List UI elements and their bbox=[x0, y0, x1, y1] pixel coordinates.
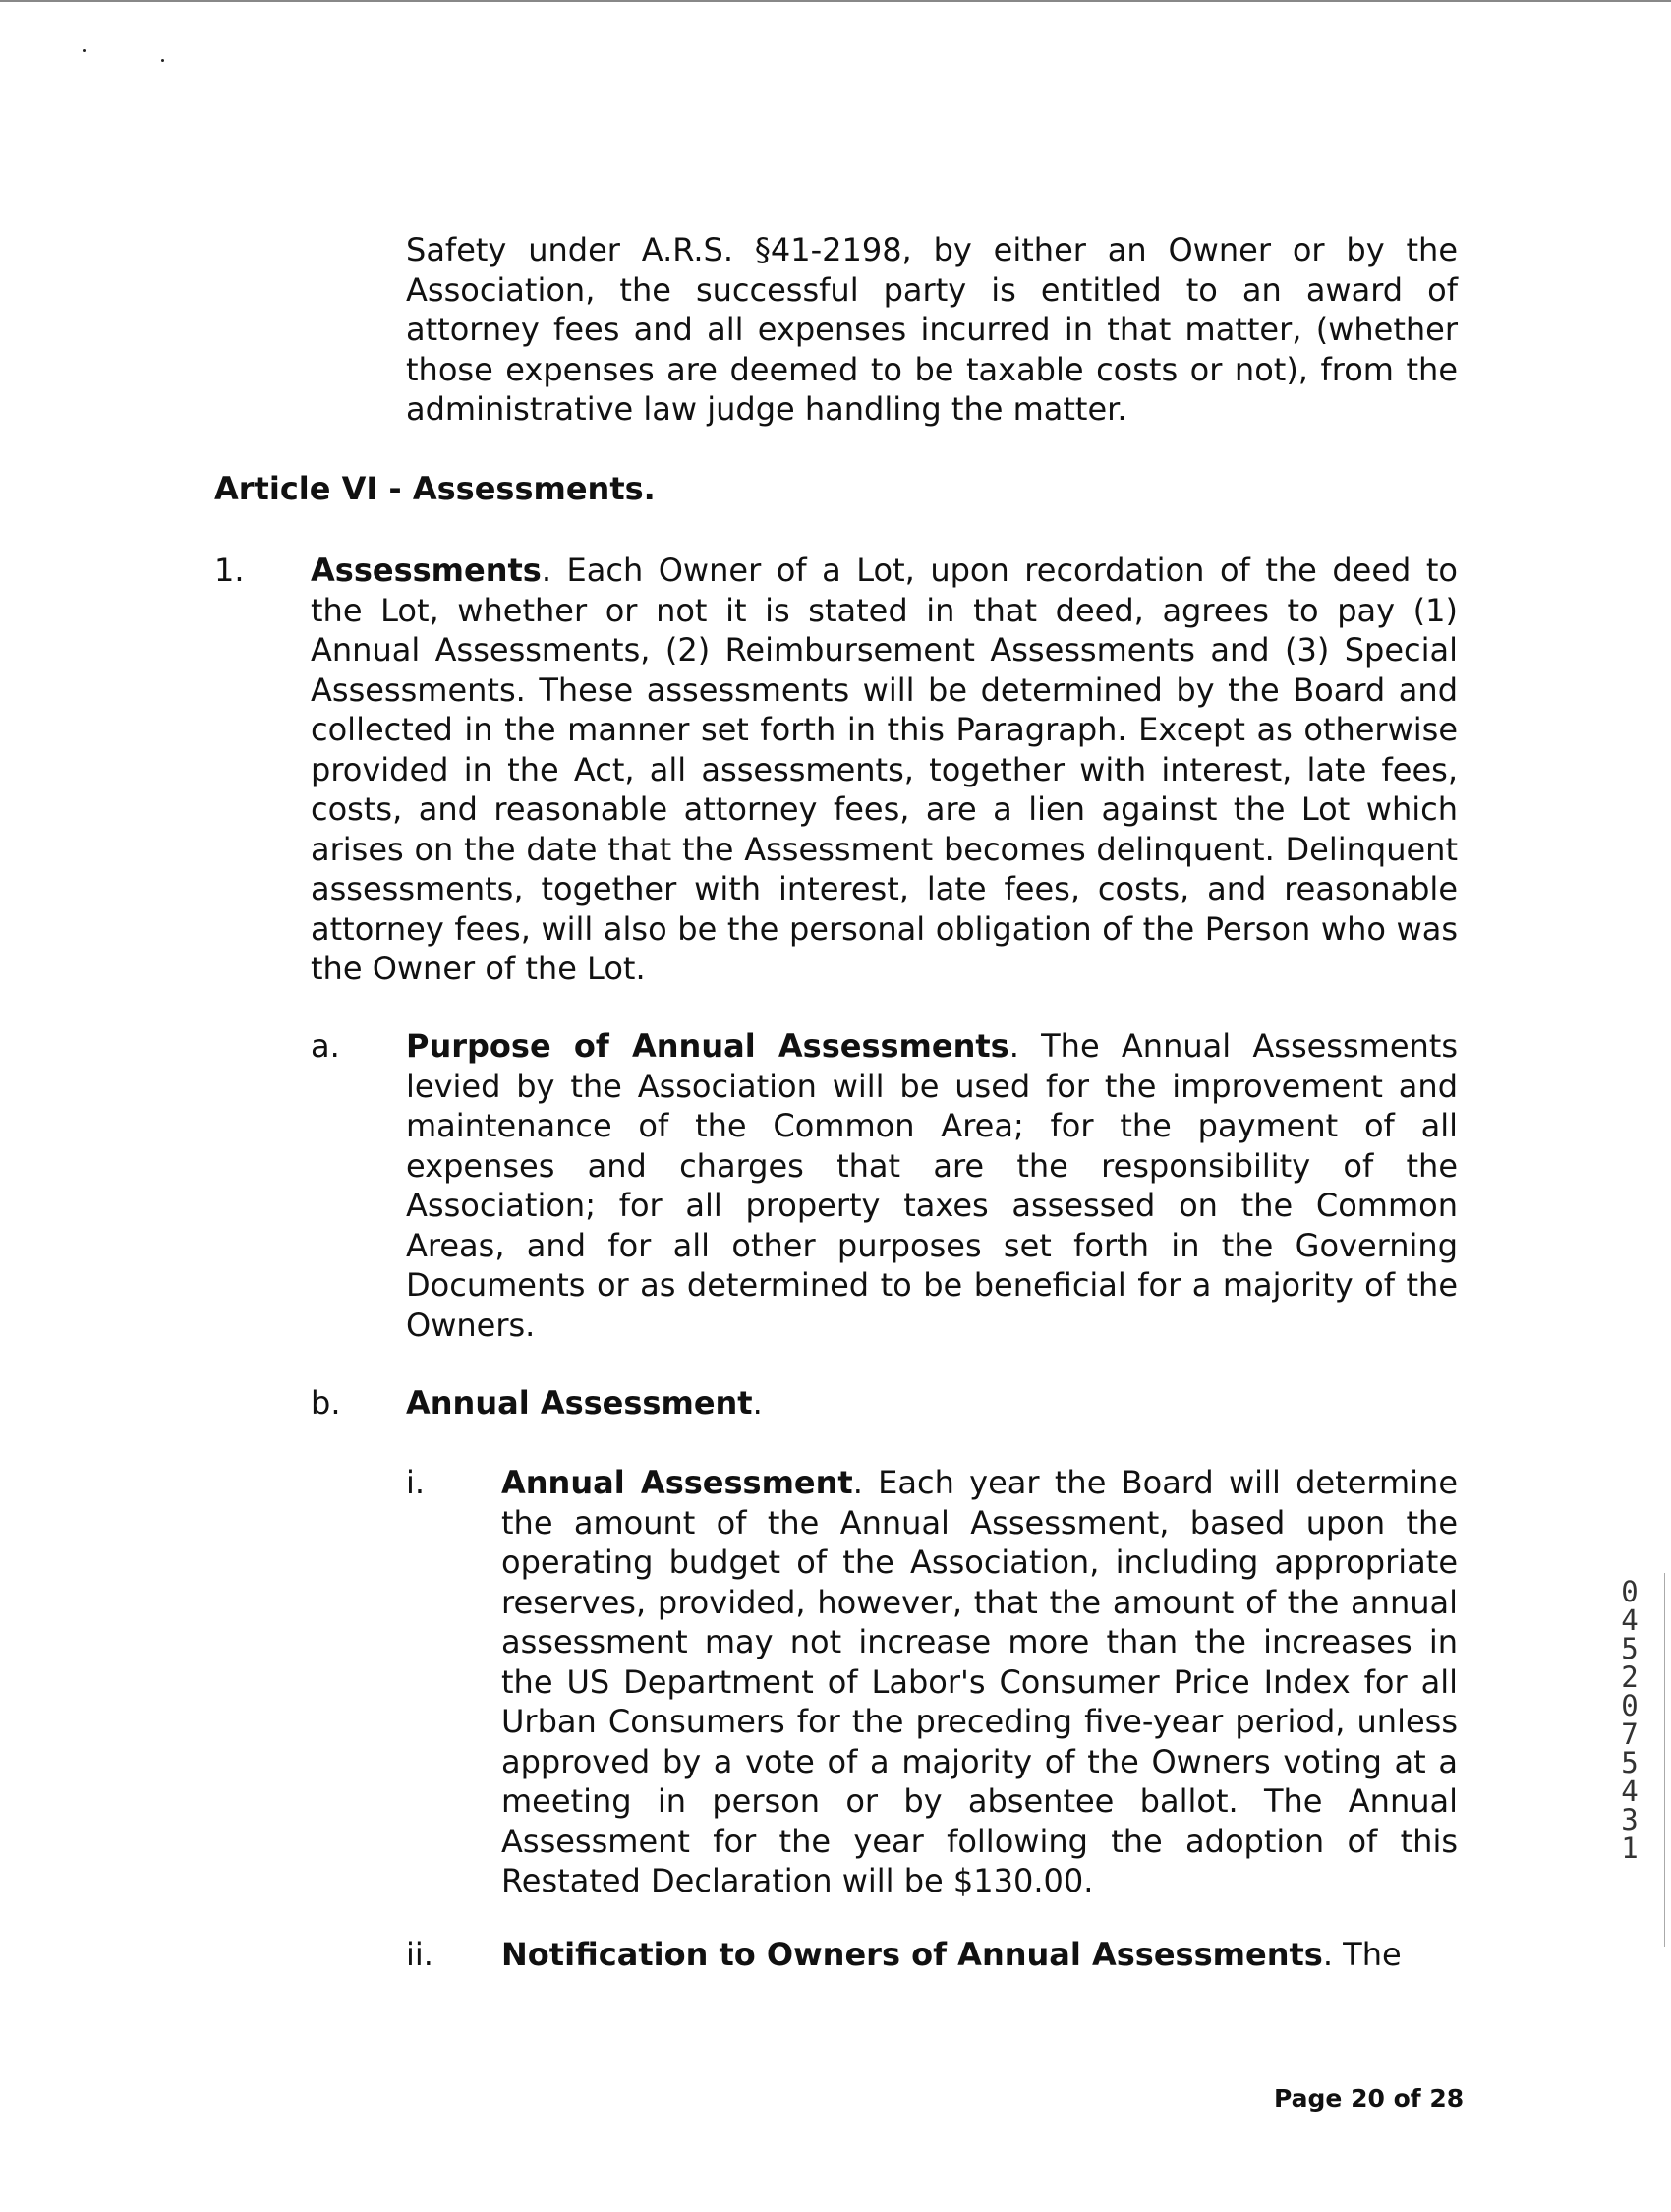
article-heading: Article VI - Assessments. bbox=[214, 470, 656, 507]
item-ii-title: Notification to Owners of Annual Assessments bbox=[501, 1936, 1323, 1973]
item-i-title: Annual Assessment bbox=[501, 1464, 853, 1501]
top-border bbox=[0, 0, 1671, 2]
subsection-b-heading bbox=[406, 1383, 1458, 1424]
continuation-paragraph: Safety under A.R.S. §41-2198, by either an Owner or by the Association, the successful party is entitled to an award of attorney fees and all expenses incurred in that matter, (whether those expenses are deemed to be taxable costs or not), from the administrative law judge handling the matter. bbox=[406, 231, 1458, 428]
section-1-body: . Each Owner of a Lot, upon recordation of the deed to the Lot, whether or not it is stated in that deed, agrees to pay (1) Annual Assessments, (2) Reimbursement Assessments and (3) Special Assessments. These assessments will be determined by the Board and collected in the manner set forth in this Paragraph. Except as otherwise provided in the Act, all assessments, together with interest, late fees, costs, and reasonable attorney fees, are a lien against the Lot which arises on the date that the Assessment becomes delinquent. Delinquent assessments, together with interest, late fees, costs, and reasonable attorney fees, will also be the personal obligation of the Person who was the Owner of the Lot. bbox=[311, 552, 1458, 987]
subsection-a-paragraph bbox=[406, 1026, 1458, 1345]
scan-speck bbox=[83, 49, 86, 52]
recording-stamp: 04520 75431 bbox=[1621, 1575, 1639, 1865]
item-ii-body: . The bbox=[1322, 1936, 1402, 1973]
section-1-title: Assessments bbox=[311, 552, 542, 589]
page-number: Page 20 of 28 bbox=[1274, 2084, 1465, 2113]
section-number: 1. bbox=[214, 552, 245, 589]
subsection-b-title: Annual Assessment bbox=[406, 1384, 753, 1422]
item-ii-marker: ii. bbox=[406, 1936, 433, 1973]
subsection-a-title: Purpose of Annual Assessments bbox=[406, 1027, 1009, 1065]
item-i-marker: i. bbox=[406, 1464, 426, 1501]
item-i-paragraph bbox=[501, 1463, 1458, 1901]
scan-speck bbox=[161, 59, 164, 62]
item-ii-paragraph bbox=[501, 1935, 1458, 1975]
subsection-b-marker: b. bbox=[311, 1384, 341, 1422]
subsection-b-suffix: . bbox=[752, 1384, 763, 1422]
item-i-body: . Each year the Board will determine the amount of the Annual Assessment, based upon the operating budget of the Association, including appropriate reserves, provided, however, that the amount of the annual assessment may not increase more than the increases in the US Department of Labor's Consumer Price Index for all Urban Consumers for the preceding five-year period, unless approved by a vote of a majority of the Owners voting at a meeting in person or by absentee ballot. The Annual Assessment for the year following the adoption of this Restated Declaration will be $130.00. bbox=[501, 1464, 1459, 1899]
scan-edge-line bbox=[1664, 1573, 1665, 1947]
subsection-a-marker: a. bbox=[311, 1027, 340, 1065]
section-1-paragraph bbox=[311, 551, 1458, 989]
subsection-a-body: . The Annual Assessments levied by the Association will be used for the improvement and maintenance of the Common Area; for the payment of all expenses and charges that are the responsibility of the Association; for all property taxes assessed on the Common Areas, and for all other purposes set forth in the Governing Documents or as determined to be beneficial for a majority of the Owners. bbox=[406, 1027, 1459, 1344]
